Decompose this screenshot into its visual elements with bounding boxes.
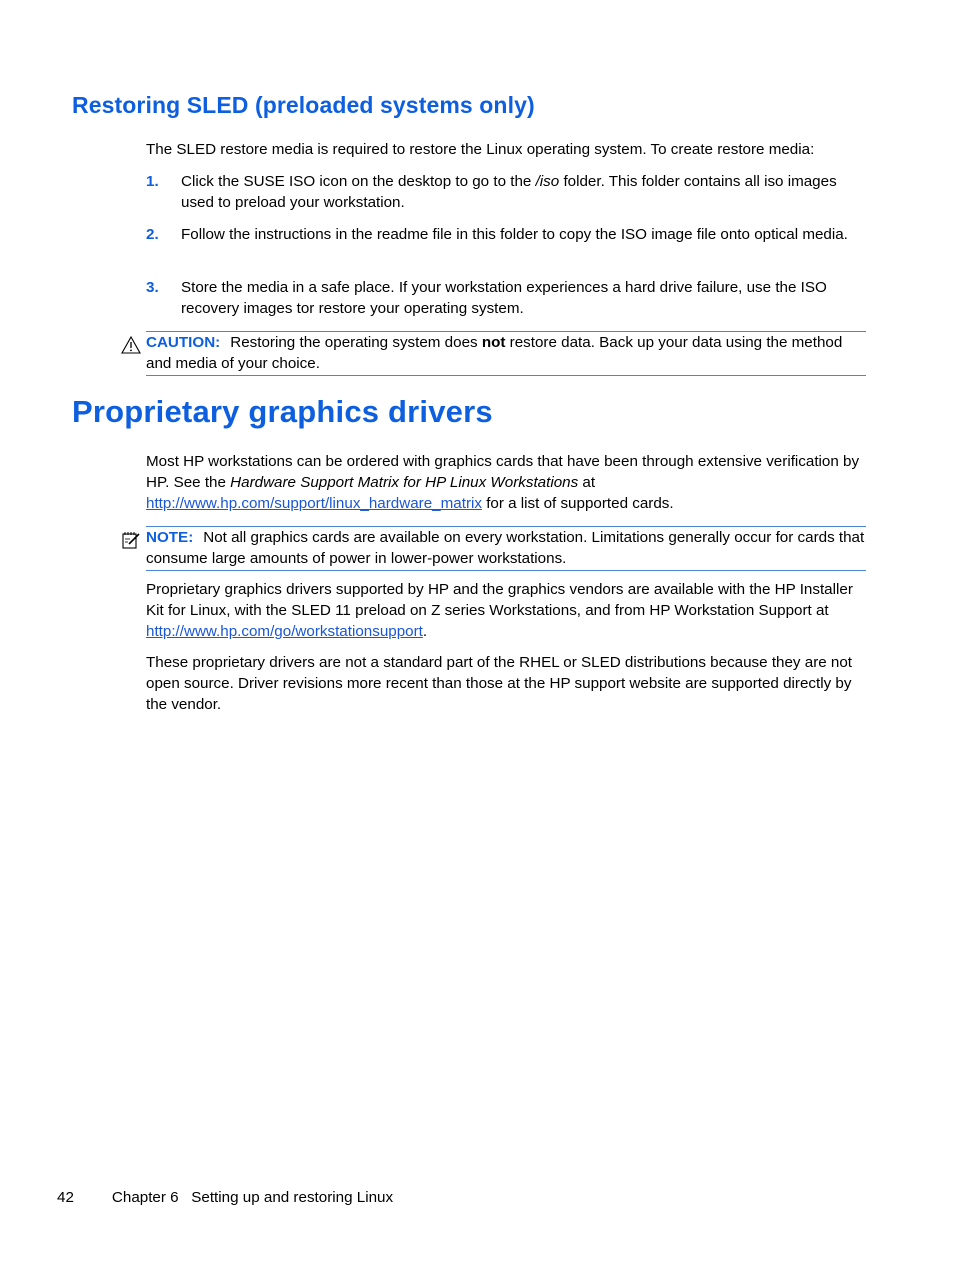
matrix-document-title: Hardware Support Matrix for HP Linux Workstations	[230, 474, 579, 491]
step-number: 1.	[146, 173, 159, 190]
section-heading-proprietary-graphics: Proprietary graphics drivers	[72, 394, 493, 429]
drivers-support-paragraph: These proprietary drivers are not a standard part of the RHEL or SLED distributions because they are not open source. Driver revisions more recent than those at the HP support website are supported directly by the vendor.	[146, 654, 853, 713]
chapter-title: Chapter 6 Setting up and restoring Linux	[111, 1189, 394, 1206]
step-text: Click the SUSE ISO icon on the desktop to go to the /iso folder. This folder contains all iso images used to preload your workstation.	[181, 173, 837, 211]
restore-step-2	[146, 224, 868, 245]
caution-box: CAUTION: Restoring the operating system does not restore data. Back up your data using the method and media of your choice.	[146, 331, 866, 376]
caution-label: CAUTION:	[146, 334, 221, 351]
warning-triangle-icon	[121, 335, 141, 355]
restore-step-1	[146, 171, 868, 213]
step-text: Follow the instructions in the readme file in this folder to copy the ISO image file onto optical media.	[181, 226, 848, 243]
step-text: Store the media in a safe place. If your workstation experiences a hard drive failure, use the ISO recovery images tor restore your operating system.	[181, 279, 827, 317]
iso-folder-path: /iso	[535, 173, 560, 190]
step-number: 3.	[146, 279, 159, 296]
section-heading-restoring-sled: Restoring SLED (preloaded systems only)	[72, 92, 535, 118]
workstation-support-link[interactable]: http://www.hp.com/go/workstationsupport	[146, 623, 423, 640]
restore-intro-paragraph: The SLED restore media is required to restore the Linux operating system. To create restore media:	[146, 141, 815, 158]
hardware-matrix-link[interactable]: http://www.hp.com/support/linux_hardware_matrix	[146, 495, 482, 512]
graphics-intro-paragraph: Most HP workstations can be ordered with graphics cards that have been through extensive verification by HP. See the Hardware Support Matrix for HP Linux Workstations at http://www.hp.com/support/linux_hardware_matrix for a list of supported cards.	[146, 453, 860, 512]
note-label: NOTE:	[146, 529, 194, 546]
caution-emphasis: not	[481, 334, 506, 351]
page-footer	[57, 1189, 393, 1206]
note-box: NOTE: Not all graphics cards are available on every workstation. Limitations generally occur for cards that consume large amounts of power in lower-power workstations.	[146, 526, 866, 571]
drivers-availability-paragraph: Proprietary graphics drivers supported by HP and the graphics vendors are available with the HP Installer Kit for Linux, with the SLED 11 preload on Z series Workstations, and from HP Workstation Support at http://www.hp.com/go/workstationsupport.	[146, 581, 853, 640]
page-number: 42	[57, 1189, 74, 1206]
note-pencil-icon	[121, 530, 141, 550]
restore-step-3	[146, 277, 868, 319]
step-number: 2.	[146, 226, 159, 243]
